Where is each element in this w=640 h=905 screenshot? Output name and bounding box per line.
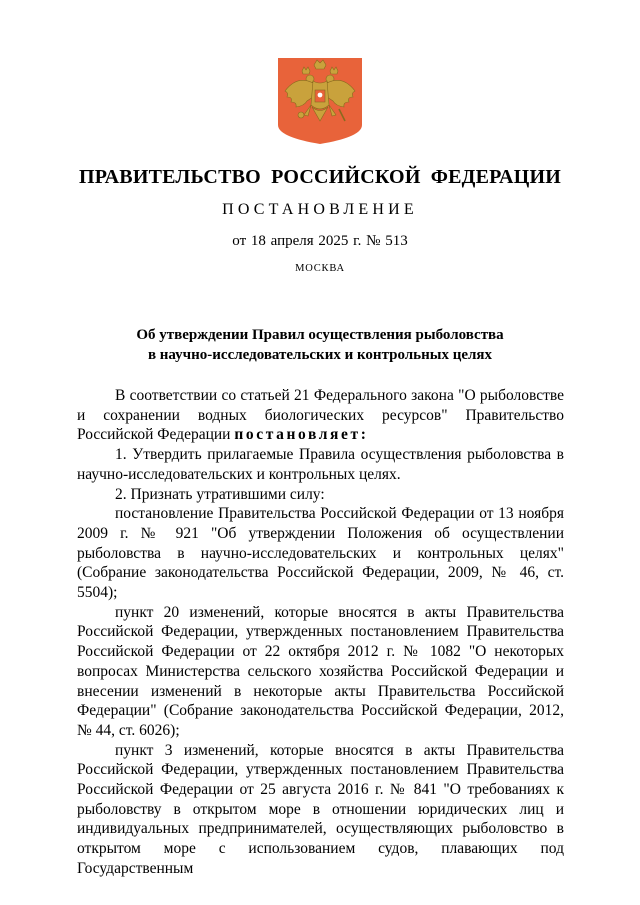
document-title — [0, 325, 640, 365]
preamble-text: В соответствии со статьей 21 Федерального закона "О рыболовстве и сохранении водных биологических ресурсов" Правительство Российской Федерации — [77, 387, 564, 444]
paragraph-1: 1. Утвердить прилагаемые Правила осуществления рыболовства в научно-исследовательских и контрольных целях. — [77, 446, 564, 483]
government-title: ПРАВИТЕЛЬСТВО РОССИЙСКОЙ ФЕДЕРАЦИИ — [79, 166, 561, 188]
russian-coat-of-arms-icon — [277, 57, 363, 145]
paragraph-4: пункт 20 изменений, которые вносятся в акты Правительства Российской Федерации, утвержденных постановлением Правительства Российской Федерации от 22 октября 2012 г. № 1082 "О некоторых вопросах Министерства сельского хозяйства Российской Федерации и внесении изменений в некоторые акты Правительства Российской Федерации" (Собрание законодательства Российской Федерации, 2012, № 44, ст. 6026); — [77, 603, 564, 739]
paragraph-2: 2. Признать утратившими силу: — [115, 485, 325, 503]
paragraph-3: постановление Правительства Российской Федерации от 13 ноября 2009 г. № 921 "Об утверждении Положения об осуществлении рыболовства в научно-исследовательских и контрольных целях" (Собрание законодательства Российской Федерации, 2009, № 46, ст. 5504); — [77, 505, 564, 602]
preamble-paragraph — [77, 386, 564, 445]
date-number-line: от 18 апреля 2025 г. № 513 — [232, 233, 408, 249]
paragraph-5: пункт 3 изменений, которые вносятся в акты Правительства Российской Федерации, утвержденных постановлением Правительства Российской Федерации от 25 августа 2016 г. № 841 "О требованиях к рыболовству в открытом море в отношении юридических лиц и индивидуальных предпринимателей, осуществляющих рыболовство в открытом море с использованием судов, плавающих под Государственным — [77, 741, 564, 877]
city-label: МОСКВА — [295, 263, 345, 274]
document-type: ПОСТАНОВЛЕНИЕ — [222, 201, 418, 218]
document-body — [77, 386, 564, 879]
title-line-2: в научно-исследовательских и контрольных целях — [147, 347, 493, 363]
resolves-word: постановляет: — [234, 426, 369, 444]
title-line-1: Об утверждении Правил осуществления рыболовства — [136, 327, 504, 343]
